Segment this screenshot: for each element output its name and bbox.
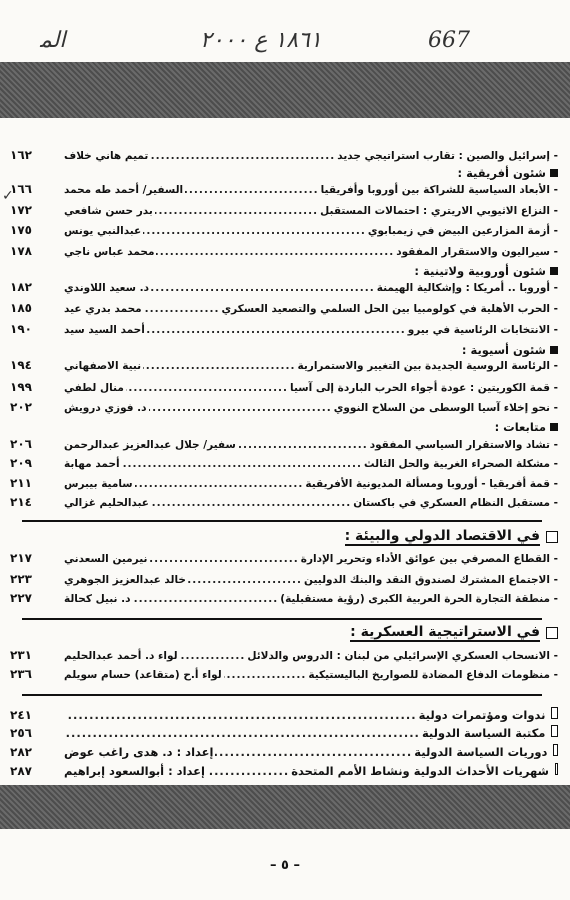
black-square-bullet-icon xyxy=(550,267,558,275)
checkbox-square-icon xyxy=(555,763,558,775)
toc-entry xyxy=(10,322,558,340)
leader-dots xyxy=(133,593,279,605)
black-square-bullet-icon xyxy=(550,346,558,354)
entry-page: ٢١٤ xyxy=(10,495,32,509)
entry-author: سفير/ جلال عبدالعزيز عبدالرحمن xyxy=(64,439,236,451)
entry-page: ١٨٥ xyxy=(10,301,32,315)
leader-dots xyxy=(185,184,319,196)
leader-dots xyxy=(151,497,351,509)
leader-dots xyxy=(207,764,289,778)
entry-author: محمد بدري عيد xyxy=(64,303,142,315)
leader-dots xyxy=(122,458,362,470)
entry-page: ٢٠٦ xyxy=(10,437,32,451)
section-title: في الاقتصاد الدولي والبيئة : xyxy=(344,528,540,544)
entry-title: - مشكلة الصحراء الغربية والحل الثالث xyxy=(364,458,558,470)
entry-page: ٢٢٧ xyxy=(10,591,32,605)
toc-entry xyxy=(10,667,558,685)
handwritten-number-note: 667 xyxy=(428,28,470,53)
entry-page: ٢٣١ xyxy=(10,648,32,662)
entry-author: نيرمين السعدني xyxy=(64,553,148,565)
section-heading-economy xyxy=(345,526,558,548)
bottom-dark-band xyxy=(0,785,570,829)
leader-dots xyxy=(215,745,412,759)
toc-entry xyxy=(10,280,558,298)
entry-author: عبدالنبي يونس xyxy=(64,225,142,237)
toc-entry xyxy=(10,223,558,241)
checkbox-square-icon xyxy=(551,725,558,737)
leader-dots xyxy=(135,478,304,490)
entry-page: ٢١٧ xyxy=(10,551,32,565)
section-divider xyxy=(22,694,542,696)
entry-title: - الانسحاب العسكري الإسرائيلي من لبنان : الدروس والدلائل xyxy=(247,650,558,662)
leader-dots xyxy=(143,360,295,372)
leader-dots xyxy=(144,303,220,315)
entry-author: لواء د. أحمد عبدالحليم xyxy=(64,650,178,662)
toc-final-entry xyxy=(10,725,558,743)
entry-author: بدر حسن شافعي xyxy=(64,205,153,217)
entry-title: - تشاد والاستقرار السياسي المفقود xyxy=(369,439,558,451)
entry-page: ٢٨٢ xyxy=(10,745,32,759)
leader-dots xyxy=(147,324,406,336)
leader-dots xyxy=(238,439,368,451)
leader-dots xyxy=(188,574,302,586)
toc-entry xyxy=(10,456,558,474)
leader-dots xyxy=(151,282,375,294)
entry-author: السفير/ أحمد طه محمد xyxy=(64,184,184,196)
handwritten-corner-note: ﺍﻟﻤ xyxy=(40,28,66,53)
entry-page: ٢٠٩ xyxy=(10,456,32,470)
entry-author: منال لطفي xyxy=(64,382,124,394)
subsection-title: شئون أسيوية : xyxy=(461,343,546,357)
entry-page: ١٩٩ xyxy=(10,380,32,394)
entry-title: - سيراليون والاستقرار المفقود xyxy=(396,246,558,258)
entry-title: مكتبة السياسة الدولية xyxy=(421,726,546,740)
entry-page: ١٩٠ xyxy=(10,322,32,336)
leader-dots xyxy=(156,246,394,258)
entry-title: - نحو إخلاء آسيا الوسطى من السلاح النووي xyxy=(333,402,558,414)
entry-title: - الرئاسة الروسية الجديدة بين التغيير والاستمرارية xyxy=(297,360,558,372)
leader-dots xyxy=(126,382,288,394)
entry-title: شهريات الأحداث الدولية ونشاط الأمم المتحدة xyxy=(291,764,549,778)
subsection-heading-europe xyxy=(414,262,558,280)
toc-entry xyxy=(10,551,558,569)
entry-page: ٢٤١ xyxy=(10,708,32,722)
entry-page: ١٨٢ xyxy=(10,280,32,294)
leader-dots xyxy=(149,553,298,565)
leader-dots xyxy=(66,726,420,740)
entry-title: - الأبعاد السياسية للشراكة بين أوروبا وأفريقيا xyxy=(320,184,558,196)
entry-title: - قمة أفريقيا - أوروبا ومسألة المديونية الأفريقية xyxy=(305,478,558,490)
leader-dots xyxy=(180,650,246,662)
entry-page: ١٦٢ xyxy=(10,148,32,162)
toc-entry xyxy=(10,301,558,319)
checkbox-square-icon xyxy=(546,531,558,543)
checkbox-square-icon xyxy=(553,744,558,756)
entry-title: ندوات ومؤتمرات دولية xyxy=(418,708,546,722)
section-heading-strategy xyxy=(350,622,558,644)
entry-title: - النزاع الاثيوبي الاريتري : احتمالات المستقبل xyxy=(320,205,558,217)
black-square-bullet-icon xyxy=(550,423,558,431)
page-number: – ٥ – xyxy=(270,858,300,873)
toc-entry xyxy=(10,476,558,494)
leader-dots xyxy=(155,205,318,217)
entry-author: سامية بيبرس xyxy=(64,478,133,490)
entry-page: ٢١١ xyxy=(10,476,32,490)
entry-title: دوريات السياسة الدولية xyxy=(414,745,548,759)
subsection-title: شئون أفريقية : xyxy=(457,166,546,180)
entry-author: أحمد مهابة xyxy=(64,458,120,470)
entry-title: - إسرائيل والصين : تقارب استراتيجي جديد xyxy=(337,150,558,162)
checkbox-square-icon xyxy=(551,707,558,719)
entry-title: - الاجتماع المشترك لصندوق النقد والبنك الدوليين xyxy=(304,574,558,586)
toc-entry xyxy=(10,648,558,666)
entry-author: خالد عبدالعزيز الجوهري xyxy=(64,574,186,586)
entry-page: ٢٠٢ xyxy=(10,400,32,414)
leader-dots xyxy=(66,708,417,722)
entry-author: نبية الاصفهاني xyxy=(64,360,142,372)
entry-title: - أوروبا .. أمريكا : وإشكالية الهيمنة xyxy=(376,282,558,294)
subsection-heading-asia xyxy=(462,341,558,359)
entry-author: محمد عباس ناجي xyxy=(64,246,155,258)
entry-author: د. نبيل كحالة xyxy=(64,593,131,605)
entry-author: د. سعيد اللاوندي xyxy=(64,282,149,294)
subsection-heading-follow-ups xyxy=(495,418,558,436)
entry-page: ١٦٦ xyxy=(10,182,32,196)
toc-entry xyxy=(10,437,558,455)
entry-title: - أزمة المزارعين البيض في زيمبابوي xyxy=(367,225,558,237)
entry-author: إعداد : أبوالسعود إبراهيم xyxy=(64,764,205,778)
entry-title: - قمة الكوريتين : عودة أجواء الحرب الباردة إلى آسيا xyxy=(290,382,558,394)
leader-dots xyxy=(143,225,366,237)
entry-author: أحمد السيد سيد xyxy=(64,324,145,336)
entry-page: ٢٣٦ xyxy=(10,667,32,681)
toc-entry xyxy=(10,244,558,262)
toc-final-entry xyxy=(10,707,558,725)
entry-title: - القطاع المصرفي بين عوائق الأداء وتحرير الإدارة xyxy=(300,553,558,565)
section-divider xyxy=(22,618,542,620)
toc-final-entry xyxy=(10,744,558,762)
entry-author: إعداد : د. هدى راغب عوض xyxy=(64,745,214,759)
subsection-title: شئون أوروبية ولاتينية : xyxy=(414,264,546,278)
subsection-heading-africa xyxy=(457,164,558,182)
entry-page: ٢٢٣ xyxy=(10,572,32,586)
entry-author: تميم هاني خلاف xyxy=(64,150,149,162)
entry-title: - الانتخابات الرئاسية في بيرو xyxy=(407,324,558,336)
toc-entry xyxy=(10,380,558,398)
toc-entry xyxy=(10,182,558,200)
black-square-bullet-icon xyxy=(550,169,558,177)
entry-title: - منطقة التجارة الحرة العربية الكبرى (رؤية مستقبلية) xyxy=(280,593,558,605)
section-title: في الاستراتيجية العسكرية : xyxy=(350,624,540,640)
entry-author: د. فوزي درويش xyxy=(64,402,147,414)
entry-page: ١٧٥ xyxy=(10,223,32,237)
entry-title: - منظومات الدفاع المضادة للصواريخ الباليستيكية xyxy=(308,669,558,681)
handwritten-date-note: ١٨٦١ ع ٢٠٠٠ xyxy=(200,28,322,53)
entry-page: ٢٥٦ xyxy=(10,726,32,740)
entry-author: لواء أ.ح (متقاعد) حسام سويلم xyxy=(64,669,222,681)
toc-entry xyxy=(10,203,558,221)
toc-final-entry xyxy=(10,763,558,781)
entry-title: - مستقبل النظام العسكري في باكستان xyxy=(353,497,558,509)
subsection-title: متابعات : xyxy=(494,420,546,434)
toc-entry xyxy=(10,358,558,376)
toc-entry xyxy=(10,591,558,609)
entry-page: ٢٨٧ xyxy=(10,764,32,778)
entry-page: ١٧٢ xyxy=(10,203,32,217)
toc-entry xyxy=(10,400,558,418)
section-divider xyxy=(22,520,542,522)
checkbox-square-icon xyxy=(546,627,558,639)
toc-entry xyxy=(10,495,558,513)
leader-dots xyxy=(149,402,332,414)
leader-dots xyxy=(224,669,307,681)
entry-page: ١٩٤ xyxy=(10,358,32,372)
handwritten-tick-mark: ✓ xyxy=(2,188,14,204)
entry-author: عبدالحليم غزالي xyxy=(64,497,149,509)
entry-page: ١٧٨ xyxy=(10,244,32,258)
toc-entry xyxy=(10,572,558,590)
leader-dots xyxy=(150,150,335,162)
entry-title: - الحرب الأهلية في كولومبيا بين الحل السلمي والتصعيد العسكري xyxy=(221,303,558,315)
